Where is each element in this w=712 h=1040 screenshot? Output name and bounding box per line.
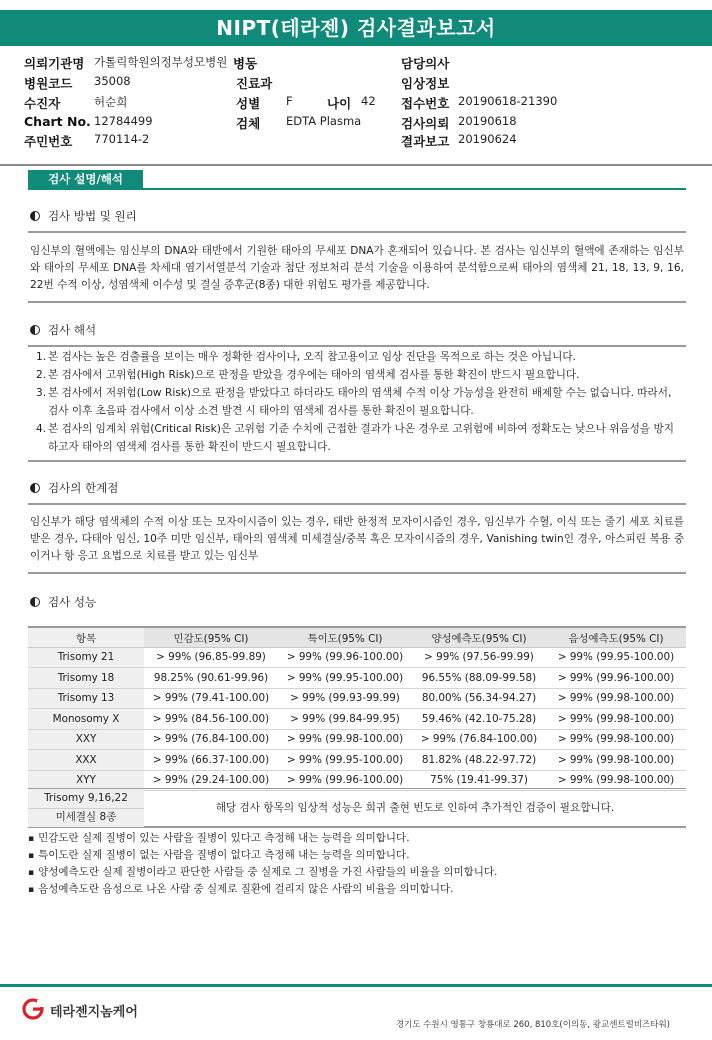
half-circle-icon bbox=[30, 211, 40, 221]
half-circle-icon bbox=[30, 597, 40, 607]
company-address: 경기도 수원시 영통구 창룡대로 260, 810호(이의동, 광교센트럴비즈타워) bbox=[395, 1020, 670, 1030]
institution-label: 의뢰기관명 bbox=[24, 56, 85, 71]
list-item: ▪ 민감도란 실제 질병이 있는 사람을 질병이 있다고 측정해 내는 능력을 의미합니다. bbox=[28, 830, 686, 847]
receipt-no-value: 20190618-21390 bbox=[458, 94, 558, 108]
chart-no-label: Chart No. bbox=[24, 114, 91, 129]
performance-note bbox=[28, 788, 686, 828]
interpretation-heading-text: 검사 해석 bbox=[48, 323, 97, 337]
column-header: 항목 bbox=[28, 627, 144, 647]
clinical-info-label: 임상정보 bbox=[401, 76, 450, 91]
interpretation-item: 2. 본 검사에서 고위험(High Risk)으로 판정을 받았을 경우에는 태아의 염색체 검사를 통한 확진이 반드시 필요합니다. bbox=[36, 369, 580, 381]
limitations-text: 임신부가 해당 염색체의 수적 이상 또는 모자이시즘이 있는 경우, 태반 한정적 모자이시즘인 경우, 임신부가 수혈, 이식 또는 줄기 세포 치료를 받은 경우, 다태아 임신, 10주 미만 임신부, 태아의 염색체 미세결실/중복 혹은 모자이시즘의 경우, Vanishing twin인 경우, 아스피린 복용 중이거나 항 응고 요법으로 치료를 받고 있는 임신부 bbox=[30, 516, 684, 562]
info-divider bbox=[0, 164, 712, 166]
logo-text: 테라젠지놈케어 bbox=[50, 1005, 138, 1020]
specimen-label: 검체 bbox=[236, 116, 261, 131]
table-row: Trisomy 21 > 99% (96.85-99.89) > 99% (99.96-100.00) > 99% (97.56-99.99) > 99% (99.95-100.00) bbox=[28, 647, 686, 668]
definitions-list bbox=[28, 830, 686, 898]
table-header-row bbox=[28, 627, 686, 647]
specimen-value: EDTA Plasma bbox=[286, 114, 362, 128]
table-row: XYY > 99% (29.24-100.00) > 99% (99.96-100.00) 75% (19.41-99.37) > 99% (99.98-100.00) bbox=[28, 770, 686, 791]
limitations-heading bbox=[30, 480, 118, 496]
limitations-heading-text: 검사의 한계점 bbox=[48, 481, 119, 495]
interpretation-rule-bottom bbox=[28, 460, 686, 462]
column-header: 양성예측도(95% CI) bbox=[412, 627, 546, 647]
resident-no-label: 주민번호 bbox=[24, 134, 73, 149]
department-label: 진료과 bbox=[236, 76, 273, 91]
list-item: ▪ 음성예측도란 음성으로 나온 사람 중 실제로 질환에 걸리지 않은 사람의 비율을 의미합니다. bbox=[28, 881, 686, 898]
interpretation-heading bbox=[30, 322, 96, 338]
chart-no-value: 12784499 bbox=[94, 114, 153, 128]
column-header: 민감도(95% CI) bbox=[144, 627, 278, 647]
institution-value: 가톨릭학원의정부성모병원 bbox=[94, 55, 228, 69]
ward-label: 병동 bbox=[233, 56, 258, 71]
report-date-label: 결과보고 bbox=[401, 134, 450, 149]
note-label-trisomy: Trisomy 9,16,22 bbox=[44, 792, 128, 804]
interpretation-item: 3. 본 검사에서 저위험(Low Risk)으로 판정을 받았다고 하더라도 태아의 염색체 수적 이상 가능성을 완전히 배제할 수는 없습니다. 따라서, 검사 이후 초음파 검사에서 이상 소견 발견 시 태아의 염색체 검사를 통한 확진이 필요합니다. bbox=[36, 387, 672, 417]
method-text: 임신부의 혈액에는 임신부의 DNA와 태반에서 기원한 태아의 무세포 DNA가 혼재되어 있습니다. 본 검사는 임신부의 혈액에 존재하는 임신부와 태아의 무세포 DNA를 차세대 염기서열분석 기술과 첨단 정보처리 분석 기술을 이용하여 분석함으로써 태아의 염색체 21, 18, 13, 9, 16, 22번 수적 이상, 성염색체 이수성 및 결실 증후군(8종) 대한 위험도 평가를 제공합니다. bbox=[30, 245, 684, 291]
report-date-value: 20190624 bbox=[458, 132, 517, 146]
sex-value: F bbox=[286, 94, 293, 108]
list-item: ▪ 특이도란 실제 질병이 없는 사람을 질병이 없다고 측정해 내는 능력을 의미합니다. bbox=[28, 847, 686, 864]
sex-label: 성별 bbox=[236, 96, 261, 111]
hospital-code-value: 35008 bbox=[94, 74, 131, 88]
limitations-rule-bottom bbox=[28, 572, 686, 574]
table-row: Trisomy 18 98.25% (90.61-99.96) > 99% (99.95-100.00) 96.55% (88.09-99.58) > 99% (99.96-100.00) bbox=[28, 668, 686, 689]
age-label: 나이 bbox=[327, 96, 352, 111]
request-date-label: 검사의뢰 bbox=[401, 116, 450, 131]
table-row: XXY > 99% (76.84-100.00) > 99% (99.98-100.00) > 99% (76.84-100.00) > 99% (99.98-100.00) bbox=[28, 729, 686, 750]
interpretation-list bbox=[36, 348, 684, 456]
column-header: 음성예측도(95% CI) bbox=[546, 627, 686, 647]
report-title: NIPT(테라젠) 검사결과보고서 bbox=[0, 10, 712, 46]
performance-heading bbox=[30, 594, 96, 610]
age-value: 42 bbox=[361, 94, 376, 108]
performance-table bbox=[28, 626, 686, 791]
section-divider bbox=[28, 188, 686, 190]
limitations-rule-top bbox=[28, 503, 686, 505]
section-tab: 검사 설명/해석 bbox=[28, 170, 143, 189]
note-text: 해당 검사 항목의 임상적 성능은 희귀 출현 빈도로 인하여 추가적인 검증이 필요합니다. bbox=[215, 802, 615, 814]
interpretation-item: 4. 본 검사의 임계치 위험(Critical Risk)은 고위험 기준 수치에 근접한 결과가 나온 경우로 고위험에 비하여 정확도는 낮으나 위음성을 방지하고자 태아의 염색체 검사를 통한 확진이 반드시 필요합니다. bbox=[36, 423, 674, 453]
note-labels bbox=[28, 789, 144, 827]
interpretation-item: 1. 본 검사는 높은 검출률을 보이는 매우 정확한 검사이나, 오직 참고용이고 임상 진단을 목적으로 하는 것은 아닙니다. bbox=[36, 351, 576, 363]
table-row: Trisomy 13 > 99% (79.41-100.00) > 99% (99.93-99.99) 80.00% (56.34-94.27) > 99% (99.98-100.00) bbox=[28, 688, 686, 709]
interpretation-rule-top bbox=[28, 345, 686, 347]
logo-g-icon bbox=[22, 998, 44, 1020]
footer-divider bbox=[0, 984, 712, 987]
doctor-label: 담당의사 bbox=[401, 56, 450, 71]
hospital-code-label: 병원코드 bbox=[24, 76, 73, 91]
column-header: 특이도(95% CI) bbox=[278, 627, 412, 647]
method-rule-top bbox=[28, 231, 686, 233]
half-circle-icon bbox=[30, 483, 40, 493]
resident-no-value: 770114-2 bbox=[94, 132, 150, 146]
collector-value: 허순희 bbox=[94, 95, 128, 109]
method-rule-bottom bbox=[28, 301, 686, 303]
receipt-no-label: 접수번호 bbox=[401, 96, 450, 111]
performance-heading-text: 검사 성능 bbox=[48, 595, 97, 609]
note-label-microdeletion: 미세결실 8종 bbox=[55, 811, 117, 823]
table-row: XXX > 99% (66.37-100.00) > 99% (99.95-100.00) 81.82% (48.22-97.72) > 99% (99.98-100.00) bbox=[28, 750, 686, 771]
list-item: ▪ 양성예측도란 실제 질병이라고 판단한 사람들 중 실제로 그 질병을 가진 사람들의 비율을 의미합니다. bbox=[28, 864, 686, 881]
collector-label: 수진자 bbox=[24, 96, 61, 111]
method-heading bbox=[30, 208, 137, 224]
request-date-value: 20190618 bbox=[458, 114, 517, 128]
method-heading-text: 검사 방법 및 원리 bbox=[48, 209, 137, 223]
half-circle-icon bbox=[30, 325, 40, 335]
table-row: Monosomy X > 99% (84.56-100.00) > 99% (99.84-99.95) 59.46% (42.10-75.28) > 99% (99.98-100.00) bbox=[28, 709, 686, 730]
